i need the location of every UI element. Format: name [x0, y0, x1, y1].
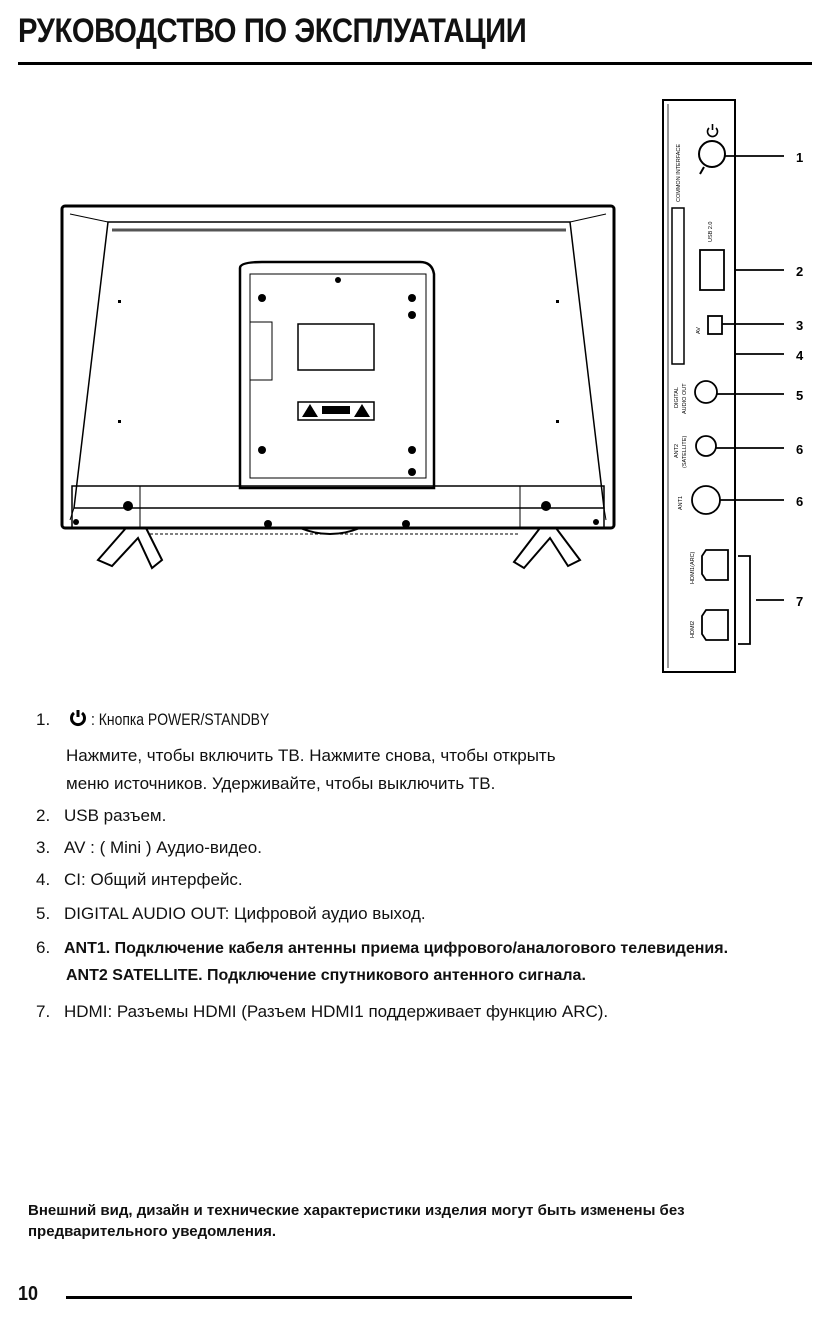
list-item — [36, 937, 728, 960]
callout-4: 4 — [796, 348, 804, 363]
callout-6b: 6 — [796, 494, 804, 509]
power-icon — [69, 709, 87, 727]
item-number: 3. — [36, 838, 51, 857]
panel-label-ant2-1: ANT2 — [674, 443, 680, 458]
list-item — [36, 709, 309, 732]
callout-6a: 6 — [796, 442, 804, 457]
item-text-ant2: ANT2 SATELLITE. Подключение спутникового антенного сигнала. — [66, 967, 586, 984]
list-item-desc: меню источников. Удерживайте, чтобы выключить ТВ. — [66, 774, 496, 793]
item-text: HDMI: Разъемы HDMI (Разъем HDMI1 поддерживает функцию ARC). — [64, 1002, 609, 1021]
panel-label-av: AV — [696, 327, 702, 334]
list-item-desc: Нажмите, чтобы включить ТВ. Нажмите снова, чтобы открыть — [66, 746, 556, 765]
power-icon — [707, 124, 717, 137]
panel-label-digital-2: AUDIO OUT — [682, 383, 688, 414]
panel-label-ant1: ANT1 — [678, 495, 684, 510]
item-number: 1. — [36, 710, 51, 729]
page-number: 10 — [18, 1283, 39, 1305]
item-number: 4. — [36, 870, 51, 889]
list-item — [36, 869, 243, 892]
item-text: AV : ( Mini ) Аудио-видео. — [64, 838, 262, 857]
item-number: 2. — [36, 806, 51, 825]
item-text: DIGITAL AUDIO OUT: Цифровой аудио выход. — [64, 904, 426, 923]
list-item — [36, 903, 426, 926]
panel-label-hdmi1: HDMI1(ARC) — [690, 551, 696, 584]
panel-label-hdmi2: HDMI2 — [690, 620, 696, 638]
list-item — [36, 837, 262, 860]
tv-rear-diagram — [0, 90, 828, 690]
side-connector-panel — [663, 100, 735, 672]
power-label: : Кнопка POWER/STANDBY — [91, 710, 270, 729]
disclaimer-notice: Внешний вид, дизайн и технические характеристики изделия могут быть изменены без предварительного уведомления. — [28, 1202, 685, 1240]
panel-label-ci: COMMON INTERFACE — [676, 143, 682, 202]
panel-label-digital-1: DIGITAL — [674, 387, 680, 408]
list-item — [36, 1001, 608, 1024]
callout-5: 5 — [796, 388, 804, 403]
callout-7: 7 — [796, 594, 804, 609]
item-number: 7. — [36, 1002, 51, 1021]
item-number: 6. — [36, 938, 51, 957]
callout-2: 2 — [796, 264, 804, 279]
item-text: USB разъем. — [64, 806, 167, 825]
panel-label-usb: USB 2.0 — [708, 221, 714, 242]
item-text-ant1: ANT1. Подключение кабеля антенны приема цифрового/аналогового телевидения. — [64, 940, 729, 957]
panel-label-ant2-2: (SATELLITE) — [682, 435, 688, 468]
callout-lines — [716, 156, 784, 644]
page-title: РУКОВОДСТВО ПО ЭКСПЛУАТАЦИИ — [18, 12, 527, 50]
footer-rule — [66, 1296, 632, 1299]
list-item — [36, 805, 166, 828]
item-text: CI: Общий интерфейс. — [64, 870, 243, 889]
tv-back — [62, 206, 614, 534]
callout-1: 1 — [796, 150, 804, 165]
title-rule — [18, 62, 812, 65]
item-number: 5. — [36, 904, 51, 923]
callout-3: 3 — [796, 318, 804, 333]
warning-label-icons — [302, 404, 370, 417]
